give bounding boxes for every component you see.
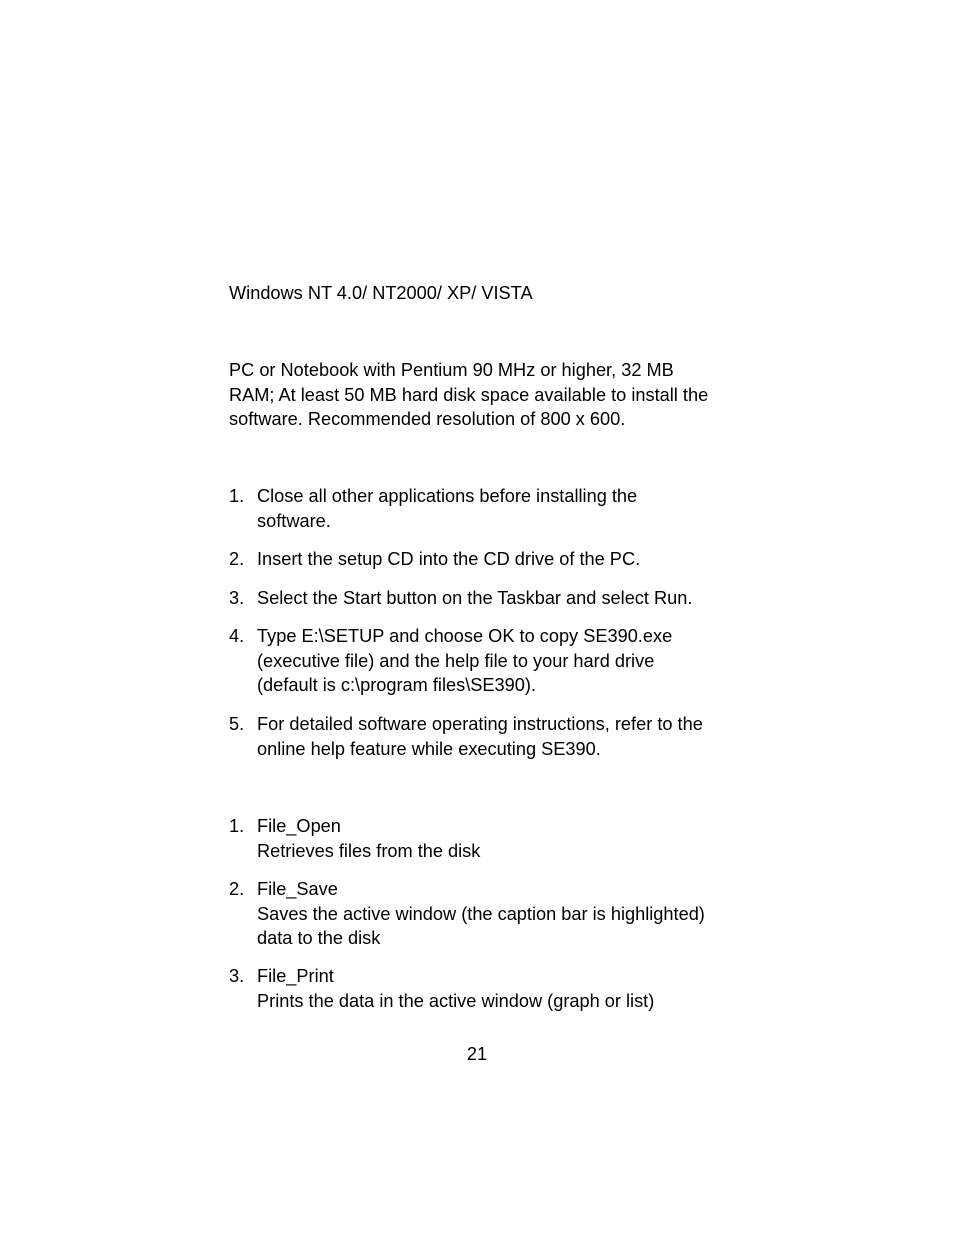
hardware-requirements-line: PC or Notebook with Pentium 90 MHz or higher, 32 MB bbox=[229, 360, 674, 380]
install-step-text bbox=[257, 624, 739, 698]
install-step-line: (default is c:\program files\SE390). bbox=[257, 675, 536, 695]
install-step-number: 4. bbox=[229, 626, 245, 646]
menu-item-text bbox=[257, 877, 739, 951]
install-step-text bbox=[257, 712, 739, 761]
menu-item-line: Saves the active window (the caption bar is highlighted) bbox=[257, 903, 705, 924]
install-step-line: For detailed software operating instructions, refer to the bbox=[257, 714, 703, 734]
hardware-requirements-line: software. Recommended resolution of 800 x 600. bbox=[229, 409, 626, 429]
menu-item-name: File_Print bbox=[257, 966, 334, 986]
install-step-text bbox=[257, 484, 739, 533]
menu-item-line: Retrieves files from the disk bbox=[257, 840, 481, 861]
menu-item-line: Prints the data in the active window (graph or list) bbox=[257, 990, 655, 1011]
install-step-text bbox=[257, 586, 739, 611]
hardware-requirements-line: RAM; At least 50 MB hard disk space available to install the bbox=[229, 384, 709, 405]
install-step-line: online help feature while executing SE390. bbox=[257, 738, 601, 759]
menu-item-number: 1. bbox=[229, 816, 245, 836]
menu-item-name: File_Open bbox=[257, 816, 341, 836]
install-step-number: 1. bbox=[229, 486, 245, 506]
hardware-requirements-paragraph bbox=[229, 358, 739, 432]
menu-item-text bbox=[257, 964, 739, 1013]
install-step-line: Close all other applications before installing the bbox=[257, 486, 638, 506]
install-step-text bbox=[257, 547, 739, 572]
install-step-number: 5. bbox=[229, 714, 245, 734]
menu-item-text bbox=[257, 814, 739, 863]
install-step-line: software. bbox=[257, 510, 331, 531]
install-step-line: Type E:\SETUP and choose OK to copy SE390.exe bbox=[257, 626, 673, 646]
menu-item-line: data to the disk bbox=[257, 928, 381, 948]
menu-item-number: 2. bbox=[229, 879, 245, 899]
install-step-line: Select the Start button on the Taskbar and select Run. bbox=[257, 588, 693, 608]
install-step-number: 2. bbox=[229, 549, 245, 569]
os-requirements-text: Windows NT 4.0/ NT2000/ XP/ VISTA bbox=[229, 283, 533, 303]
install-step-number: 3. bbox=[229, 588, 245, 608]
menu-item-number: 3. bbox=[229, 966, 245, 986]
page-number: 21 bbox=[466, 1044, 488, 1064]
install-step-line: (executive file) and the help file to your hard drive bbox=[257, 650, 655, 671]
menu-item-name: File_Save bbox=[257, 879, 338, 899]
install-step-line: Insert the setup CD into the CD drive of the PC. bbox=[257, 549, 641, 569]
